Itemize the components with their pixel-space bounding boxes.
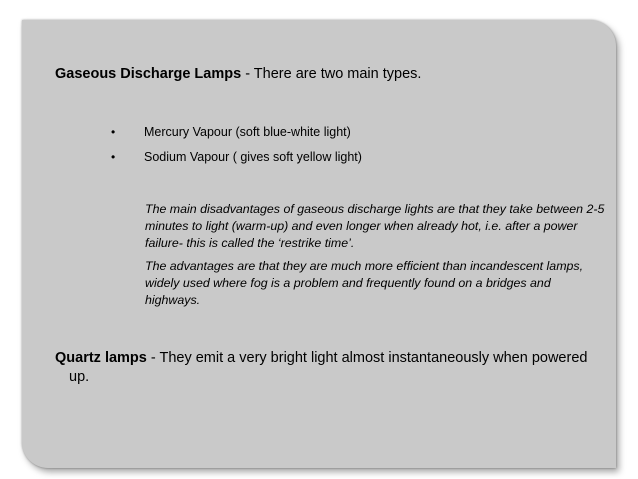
advantages-note: The advantages are that they are much more efficient than incandescent lamps, widely used where fog is a problem and frequently found on a bridges and highways.: [145, 259, 584, 307]
gaseous-lamps-intro: - There are two main types.: [241, 66, 422, 82]
bullet-text-mercury: Mercury Vapour (soft blue-white light): [144, 125, 351, 139]
bullet-icon: •: [111, 150, 116, 164]
bullet-text-sodium: Sodium Vapour ( gives soft yellow light): [144, 150, 362, 164]
quartz-lamps-title: Quartz lamps: [55, 350, 147, 366]
bullet-icon: •: [111, 125, 116, 139]
quartz-lamps-description: - They emit a very bright light almost instantaneously when powered up.: [69, 350, 588, 385]
bullet-item-mercury: [111, 124, 351, 140]
quartz-lamps-paragraph: [55, 349, 609, 387]
gaseous-lamps-heading: [55, 65, 421, 83]
gaseous-lamps-title: Gaseous Discharge Lamps: [55, 66, 242, 82]
disadvantages-note: The main disadvantages of gaseous discharge lights are that they take between 2-5 minutes to light (warm-up) and even longer when already hot, i.e. after a power failure- this is called the ‘restrike time’.: [145, 202, 605, 250]
bullet-item-sodium: [111, 149, 362, 165]
